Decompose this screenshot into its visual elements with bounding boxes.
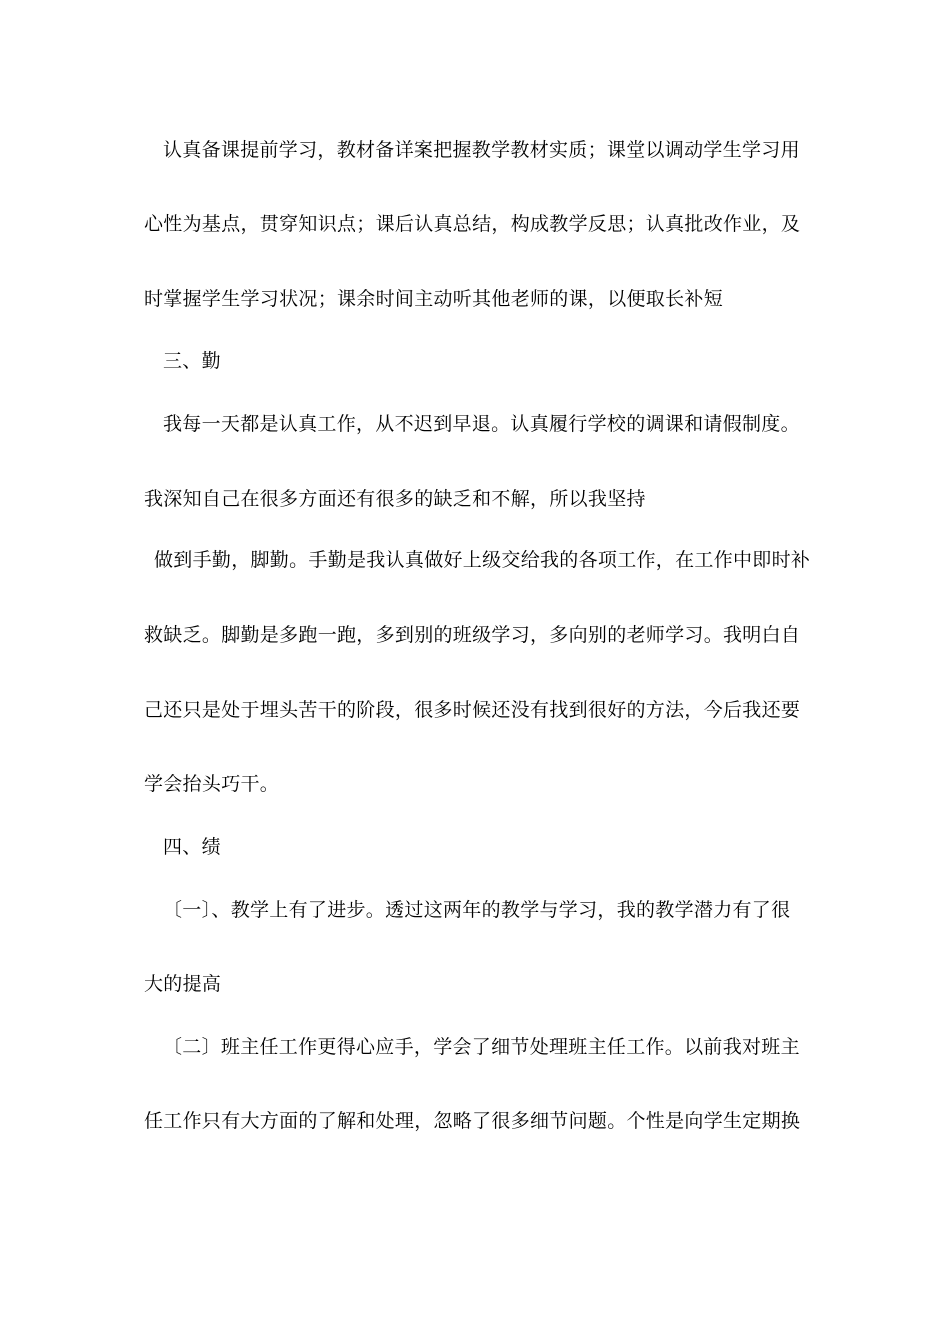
- paragraph-line: 我每一天都是认真工作，从不迟到早退。认真履行学校的调课和请假制度。: [163, 413, 800, 435]
- paragraph-line: 心性为基点，贯穿知识点；课后认真总结，构成教学反思；认真批改作业，及: [144, 213, 801, 235]
- paragraph-line: 〔二〕班主任工作更得心应手，学会了细节处理班主任工作。以前我对班主: [163, 1036, 800, 1058]
- paragraph-line: 任工作只有大方面的了解和处理，忽略了很多细节问题。个性是向学生定期换: [144, 1110, 801, 1132]
- paragraph-line: 〔一〕、教学上有了进步。透过这两年的教学与学习，我的教学潜力有了很: [163, 899, 791, 921]
- paragraph-line: 我深知自己在很多方面还有很多的缺乏和不解，所以我坚持: [144, 488, 646, 510]
- paragraph-line: 大的提高: [144, 973, 222, 995]
- section-heading: 四、绩: [163, 836, 221, 858]
- paragraph-line: 做到手勤，脚勤。手勤是我认真做好上级交给我的各项工作，在工作中即时补: [154, 549, 811, 571]
- paragraph-line: 学会抬头巧干。: [144, 773, 280, 795]
- section-heading: 三、勤: [163, 350, 221, 372]
- paragraph-line: 己还只是处于埋头苦干的阶段，很多时候还没有找到很好的方法，今后我还要: [144, 699, 801, 721]
- paragraph-line: 时掌握学生学习状况；课余时间主动听其他老师的课，以便取长补短: [144, 288, 724, 310]
- paragraph-line: 救缺乏。脚勤是多跑一跑，多到别的班级学习，多向别的老师学习。我明白自: [144, 624, 801, 646]
- paragraph-line: 认真备课提前学习，教材备详案把握教学教材实质；课堂以调动学生学习用: [163, 139, 800, 161]
